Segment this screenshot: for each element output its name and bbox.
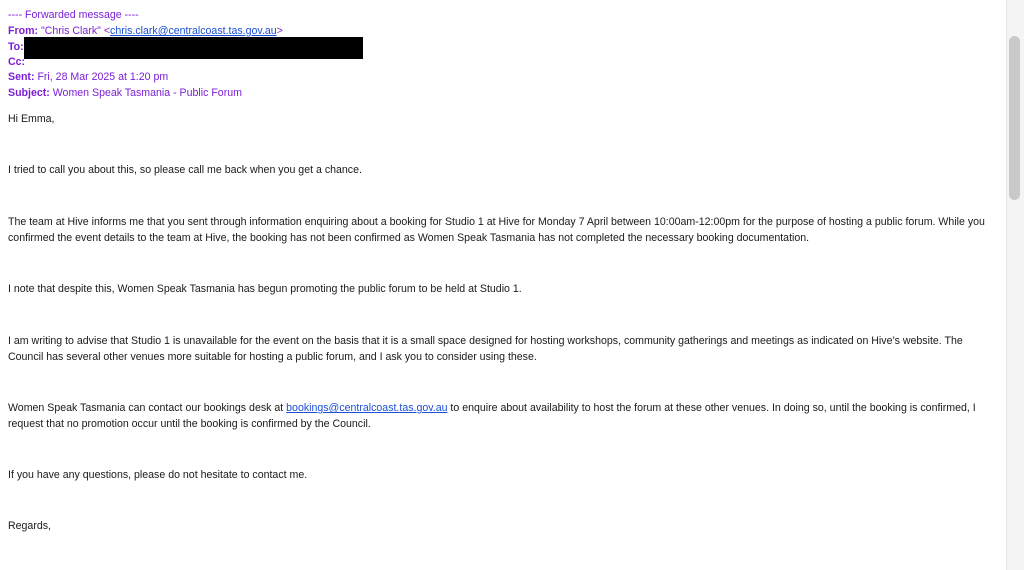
paragraph-2: The team at Hive informs me that you sent through information enquiring about a booking for Studio 1 at Hive for Monday 7 April between 10:00am-12:00pm for the purpose of hosting a public forum. While you confirmed the event details to the team at Hive, the booking has not been confirmed as Women Speak Tasmania has not completed the necessary booking documentation. bbox=[8, 216, 985, 244]
paragraph-6: If you have any questions, please do not hesitate to contact me. bbox=[8, 469, 308, 481]
sent-line bbox=[8, 71, 168, 84]
subject-value: Women Speak Tasmania - Public Forum bbox=[52, 87, 242, 99]
paragraph-3: I note that despite this, Women Speak Tasmania has begun promoting the public forum to be held at Studio 1. bbox=[8, 283, 522, 295]
subject-line bbox=[8, 87, 242, 100]
bookings-email-link[interactable]: bookings@centralcoast.tas.gov.au bbox=[286, 402, 448, 414]
from-email-link[interactable]: chris.clark@centralcoast.tas.gov.au bbox=[110, 25, 277, 37]
scrollbar-thumb[interactable] bbox=[1009, 36, 1020, 200]
p5-text-start: Women Speak Tasmania can contact our bookings desk at bbox=[8, 402, 287, 414]
greeting: Hi Emma, bbox=[8, 113, 55, 125]
sent-label: Sent: bbox=[8, 71, 35, 83]
paragraph-5 bbox=[8, 401, 993, 432]
paragraph-4: I am writing to advise that Studio 1 is unavailable for the event on the basis that it is a small space designed for hosting workshops, community gatherings and meetings as indicated on Hive’s website. The Council has several other venues more suitable for hosting a public forum, and I ask you to consider using these. bbox=[8, 335, 963, 363]
cc-line bbox=[8, 56, 25, 69]
redacted-recipient bbox=[24, 37, 363, 59]
from-name: "Chris Clark" < bbox=[40, 25, 111, 37]
from-close: > bbox=[276, 25, 283, 37]
from-label: From: bbox=[8, 25, 39, 37]
sent-value: Fri, 28 Mar 2025 at 1:20 pm bbox=[37, 71, 169, 83]
p5-text-end: to enquire about availability to host the forum at these other venues. In doing so, until the booking is confirmed, I request that no promotion occur until the booking is confirmed by the Council. bbox=[8, 402, 976, 430]
cc-label: Cc: bbox=[8, 56, 26, 68]
subject-label: Subject: bbox=[8, 87, 50, 99]
paragraph-1: I tried to call you about this, so please call me back when you get a chance. bbox=[8, 164, 362, 176]
closing: Regards, bbox=[8, 520, 51, 532]
to-line bbox=[8, 41, 24, 54]
forwarded-line: ---- Forwarded message ---- bbox=[8, 9, 139, 21]
to-label: To: bbox=[8, 41, 24, 53]
